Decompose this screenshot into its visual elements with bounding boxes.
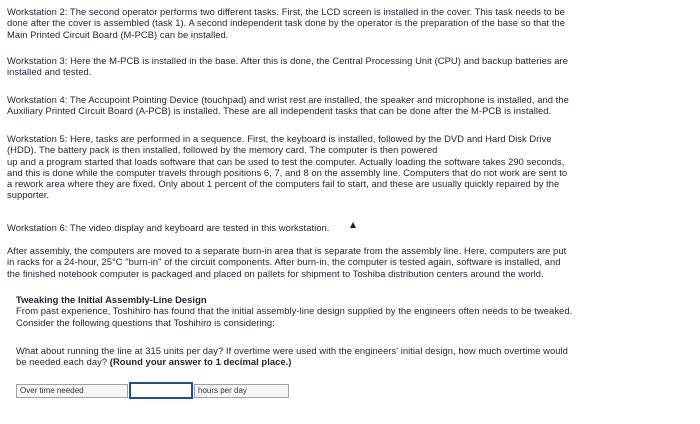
workstation-4-paragraph [7,94,677,117]
text-line: Workstation 2: The second operator performs two different tasks. First, the LCD screen is installed in the cover. This task needs to be [7,6,565,17]
text-line: in racks for a 24-hour, 25°C "burn-in" of the circuit components. After burn-in, the computer is tested again, software is installed, and [7,256,561,268]
text-line: a rework area where they are fixed. Only about 1 percent of the computers fail to start, and these are usually quickly repaired by the [7,178,560,190]
rounding-instruction: (Round your answer to 1 decimal place.) [109,356,292,368]
text-line: the finished notebook computer is packaged and placed on pallets for shipment to Toshiba distribution centers around the world. [7,267,544,279]
tweaking-section [16,294,676,328]
workstation-6-paragraph [7,222,677,233]
text-line: From past experience, Toshihiro has found that the initial assembly-line design supplied by the engineers often needs to be tweaked. [16,305,573,317]
text-line: Workstation 6: The video display and keyboard are tested in this workstation. [7,222,330,233]
text-line: After assembly, the computers are moved to a separate burn-in area that is separate from the assembly line. Here, computers are put [7,245,567,256]
text-line: Workstation 5: Here, tasks are performed in a sequence. First, the keyboard is installed, followed by the DVD and Hard Disk Drive [7,133,552,144]
text-line: Workstation 3: Here the M-PCB is installed in the base. After this is done, the Central Processing Unit (CPU) and backup batteries are [7,55,568,66]
question-text-part: be needed each day? [16,356,110,368]
section-heading: Tweaking the Initial Assembly-Line Design [16,294,207,305]
answer-label: Over time needed [16,384,128,398]
text-line: Workstation 4: The Accupoint Pointing Device (touchpad) and wrist rest are installed, the speaker and microphone is installed, and the [7,94,569,105]
workstation-2-paragraph [7,6,677,40]
mouse-cursor-icon [350,222,356,228]
text-line: up and a program started that loads software that can be used to test the computer. Actually loading the software takes 290 seconds, [7,155,565,167]
overtime-answer-input[interactable] [129,382,193,399]
answer-unit: hours per day [194,384,289,398]
question-text [16,345,676,368]
workstation-3-paragraph [7,55,677,78]
text-line: (HDD). The battery pack is then installed, followed by the memory card. The computer is then powered [7,144,438,156]
text-line: installed and tested. [7,66,92,78]
text-line: supporter. [7,189,50,201]
text-line [16,356,676,367]
text-line: and this is done while the computer travels through positions 6, 7, and 8 on the assembly line. Computers that do not work are sent to [7,166,568,178]
text-line: Consider the following questions that Toshihiro is considering: [16,316,275,328]
text-line: What about running the line at 315 units per day? If overtime were used with the engineers' initial design, how much overtime would [16,345,568,356]
after-assembly-paragraph [7,245,677,279]
text-line: Auxiliary Printed Circuit Board (A-PCB) is installed. These are all independent tasks that can be done after the M-PCB is installed. [7,105,552,117]
answer-row [16,382,289,399]
workstation-5-paragraph [7,133,677,201]
text-line: Main Printed Circuit Board (M-PCB) can be installed. [7,28,229,40]
text-line: done after the cover is assembled (task 1). A second independent task done by the operator is the preparation of the base so that the [7,17,566,29]
